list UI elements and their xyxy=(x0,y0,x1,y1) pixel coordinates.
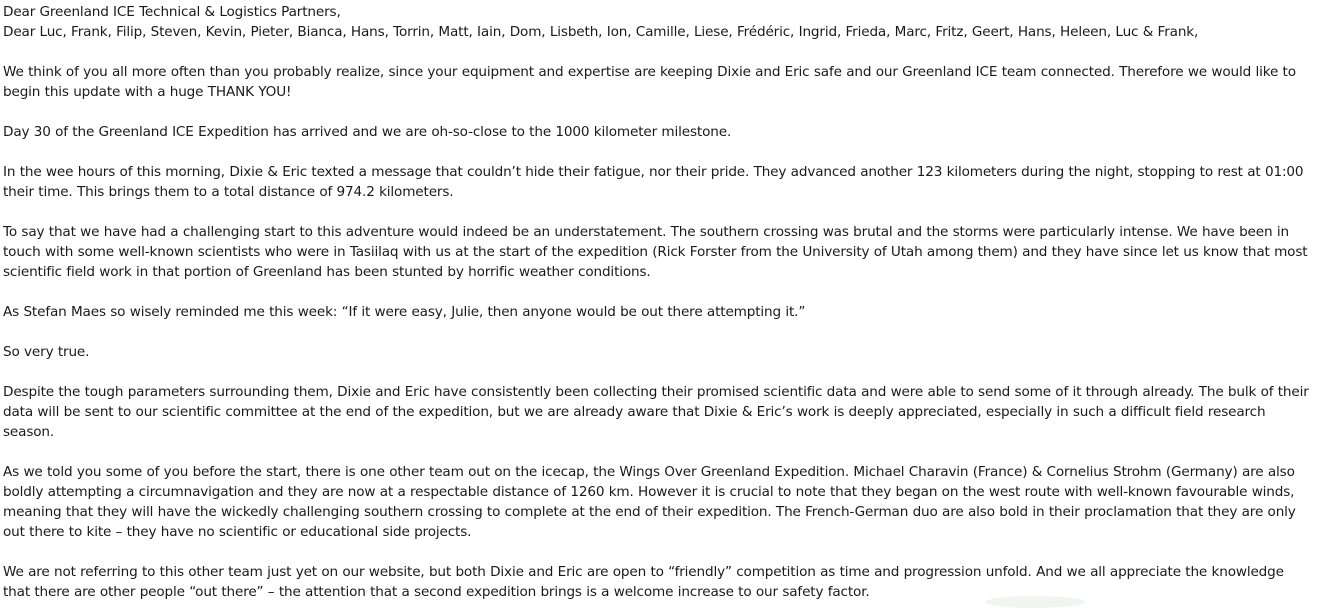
paragraph-day-30: Day 30 of the Greenland ICE Expedition has arrived and we are oh-so-close to the 1000 kilometer milestone. xyxy=(3,124,732,140)
paragraph-scientific-data: Despite the tough parameters surrounding them, Dixie and Eric have consistently been collecting their promised scientific data and were able to send some of it through already. The bulk of their data will be sent to our scientific committee at the end of the expedition, but we are already aware that Dixie & Eric’s work is deeply appreciated, especially in such a difficult field research season. xyxy=(3,384,1309,440)
salutation xyxy=(3,2,1315,42)
letter-body xyxy=(3,2,1315,602)
paragraph-so-very-true: So very true. xyxy=(3,344,90,360)
paragraph-other-team: As we told you some of you before the start, there is one other team out on the icecap, the Wings Over Greenland Expedition. Michael Charavin (France) & Cornelius Strohm (Germany) are also boldly attempting a circumnavigation and they are now at a respectable distance of 1260 km. However it is crucial to note that they began on the west route with well-known favourable winds, meaning that they will have the wickedly challenging southern crossing to complete at the end of their expedition. The French-German duo are also bold in their proclamation that they are only out there to kite – they have no scientific or educational side projects. xyxy=(3,464,1296,540)
paragraph-thank-you: We think of you all more often than you probably realize, since your equipment and expertise are keeping Dixie and Eric safe and our Greenland ICE team connected. Therefore we would like to begin this update with a huge THANK YOU! xyxy=(3,64,1296,100)
paragraph-challenging-start: To say that we have had a challenging start to this adventure would indeed be an understatement. The southern crossing was brutal and the storms were particularly intense. We have been in touch with some well-known scientists who were in Tasiilaq with us at the start of the expedition (Rick Forster from the University of Utah among them) and they have since let us know that most scientific field work in that portion of Greenland has been stunted by horrific weather conditions. xyxy=(3,224,1308,280)
salutation-line-names: Dear Luc, Frank, Filip, Steven, Kevin, Pieter, Bianca, Hans, Torrin, Matt, Iain, Dom, Lisbeth, Ion, Camille, Liese, Frédéric, Ingrid, Frieda, Marc, Fritz, Geert, Hans, Heleen, Luc & Frank, xyxy=(3,24,1199,40)
salutation-line-partners: Dear Greenland ICE Technical & Logistics Partners, xyxy=(3,4,341,20)
faint-watermark xyxy=(985,596,1085,608)
paragraph-stefan-quote: As Stefan Maes so wisely reminded me this week: “If it were easy, Julie, then anyone would be out there attempting it.” xyxy=(3,304,806,320)
paragraph-friendly-competition: We are not referring to this other team just yet on our website, but both Dixie and Eric are open to “friendly” competition as time and progression unfold. And we all appreciate the knowledge that there are other people “out there” – the attention that a second expedition brings is a welcome increase to our safety factor. xyxy=(3,564,1284,600)
paragraph-progress: In the wee hours of this morning, Dixie & Eric texted a message that couldn’t hide their fatigue, nor their pride. They advanced another 123 kilometers during the night, stopping to rest at 01:00 their time. This brings them to a total distance of 974.2 kilometers. xyxy=(3,164,1304,200)
